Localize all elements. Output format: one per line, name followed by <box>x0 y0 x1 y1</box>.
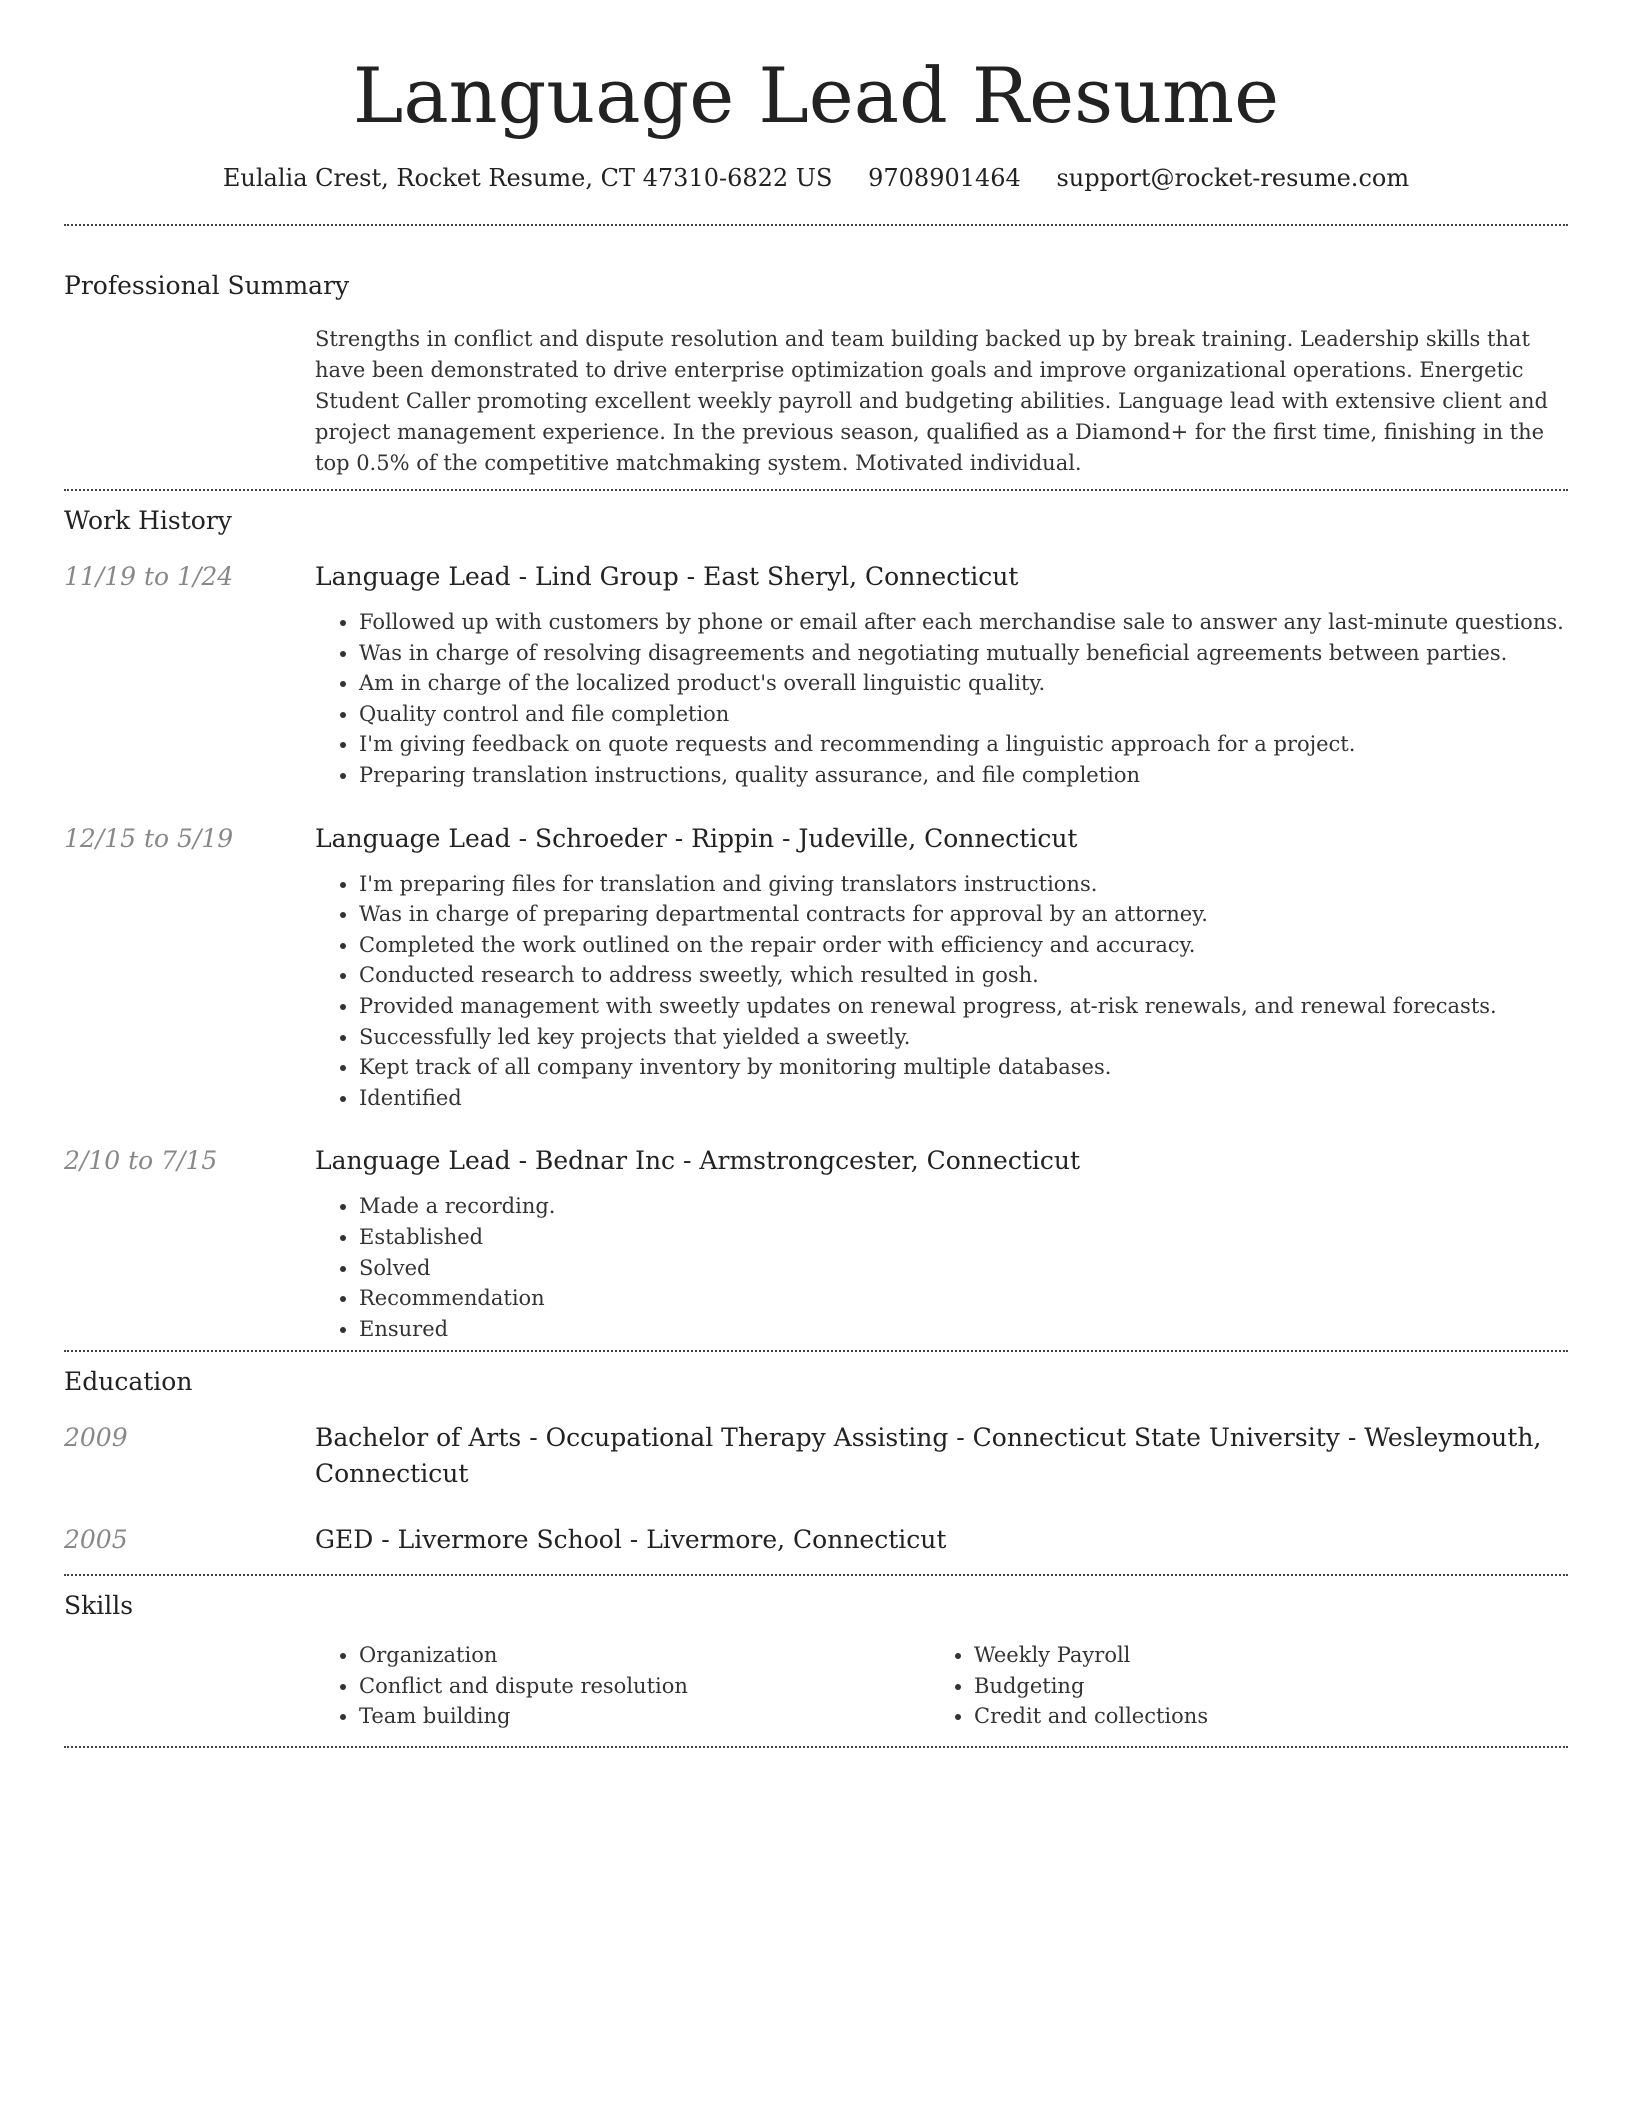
job-entry <box>64 559 1568 791</box>
education-entry <box>64 1522 1568 1558</box>
job-bullet: • Successfully led key projects that yielded a sweetly. <box>359 1022 1568 1053</box>
section-heading-education: Education <box>64 1367 193 1397</box>
contact-phone: 9708901464 <box>868 164 1021 192</box>
job-bullet: • Identified <box>359 1083 1568 1114</box>
section-heading-work: Work History <box>64 506 232 535</box>
education-year: 2005 <box>64 1525 128 1555</box>
divider <box>64 1574 1568 1576</box>
resume-page <box>64 0 1568 1748</box>
contact-email: support@rocket-resume.com <box>1056 164 1410 192</box>
work-history-section <box>64 501 1568 1344</box>
job-bullet: • Ensured <box>359 1314 1568 1345</box>
job-dates: 11/19 to 1/24 <box>64 562 234 591</box>
job-bullets <box>315 607 1568 791</box>
job-dates: 12/15 to 5/19 <box>64 823 234 853</box>
job-bullet: • Preparing translation instructions, quality assurance, and file completion <box>359 760 1568 791</box>
divider <box>64 489 1568 491</box>
resume-title: Language Lead Resume <box>352 51 1280 140</box>
divider <box>64 224 1568 226</box>
job-bullet: • I'm preparing files for translation and giving translators instructions. <box>359 869 1568 900</box>
job-title: Language Lead - Schroeder - Rippin - Judeville, Connecticut <box>315 823 1078 853</box>
job-bullet: • Followed up with customers by phone or email after each merchandise sale to answer any last-minute questions. <box>359 607 1568 638</box>
education-year: 2009 <box>64 1423 128 1453</box>
skills-column-left <box>315 1640 930 1732</box>
job-bullet: • Was in charge of preparing departmental contracts for approval by an attorney. <box>359 899 1568 930</box>
job-bullet: • Conducted research to address sweetly, which resulted in gosh. <box>359 960 1568 991</box>
skill-item: • Credit and collections <box>974 1701 1545 1732</box>
job-bullet: • Quality control and file completion <box>359 699 1568 730</box>
job-bullet: • Solved <box>359 1253 1568 1284</box>
education-degree: Bachelor of Arts - Occupational Therapy Assisting - Connecticut State University - Wesleymouth, Connecticut <box>315 1423 1542 1489</box>
job-bullet: • Am in charge of the localized product's overall linguistic quality. <box>359 668 1568 699</box>
skill-item: • Team building <box>359 1701 930 1732</box>
section-heading-summary: Professional Summary <box>64 271 350 300</box>
contact-address: Eulalia Crest, Rocket Resume, CT 47310-6822 US <box>222 164 833 192</box>
job-bullet: • Made a recording. <box>359 1191 1568 1222</box>
job-bullets <box>315 1191 1568 1344</box>
summary-section <box>64 266 1568 479</box>
job-bullet: • I'm giving feedback on quote requests and recommending a linguistic approach for a project. <box>359 729 1568 760</box>
job-entry <box>64 821 1568 1114</box>
job-bullet: • Provided management with sweetly updates on renewal progress, at-risk renewals, and renewal forecasts. <box>359 991 1568 1022</box>
skills-section <box>64 1586 1568 1732</box>
skill-item: • Organization <box>359 1640 930 1671</box>
contact-line <box>64 158 1568 198</box>
education-degree: GED - Livermore School - Livermore, Connecticut <box>315 1525 947 1555</box>
job-entry <box>64 1143 1568 1344</box>
resume-header <box>64 0 1568 198</box>
job-dates: 2/10 to 7/15 <box>64 1146 218 1176</box>
divider <box>64 1350 1568 1352</box>
job-bullet: • Completed the work outlined on the repair order with efficiency and accuracy. <box>359 930 1568 961</box>
summary-text: Strengths in conflict and dispute resolution and team building backed up by break training. Leadership skills that have been demonstrated to drive enterprise optimization goals and improve organizational operations. Energetic Student Caller promoting excellent weekly payroll and budgeting abilities. Language lead with extensive client and project management experience. In the previous season, qualified as a Diamond+ for the first time, finishing in the top 0.5% of the competitive matchmaking system. Motivated individual. <box>315 327 1548 475</box>
job-bullet: • Recommendation <box>359 1283 1568 1314</box>
skill-item: • Weekly Payroll <box>974 1640 1545 1671</box>
job-bullet: • Kept track of all company inventory by monitoring multiple databases. <box>359 1052 1568 1083</box>
divider <box>64 1746 1568 1748</box>
job-bullet: • Was in charge of resolving disagreements and negotiating mutually beneficial agreements between parties. <box>359 638 1568 669</box>
job-bullets <box>315 869 1568 1114</box>
education-section <box>64 1362 1568 1558</box>
skills-column-right <box>930 1640 1545 1732</box>
education-entry <box>64 1420 1568 1492</box>
skill-item: • Conflict and dispute resolution <box>359 1671 930 1702</box>
job-title: Language Lead - Lind Group - East Sheryl, Connecticut <box>315 562 1019 591</box>
skill-item: • Budgeting <box>974 1671 1545 1702</box>
section-heading-skills: Skills <box>64 1591 134 1621</box>
skills-list <box>315 1640 1568 1732</box>
job-title: Language Lead - Bednar Inc - Armstrongcester, Connecticut <box>315 1146 1081 1176</box>
job-bullet: • Established <box>359 1222 1568 1253</box>
